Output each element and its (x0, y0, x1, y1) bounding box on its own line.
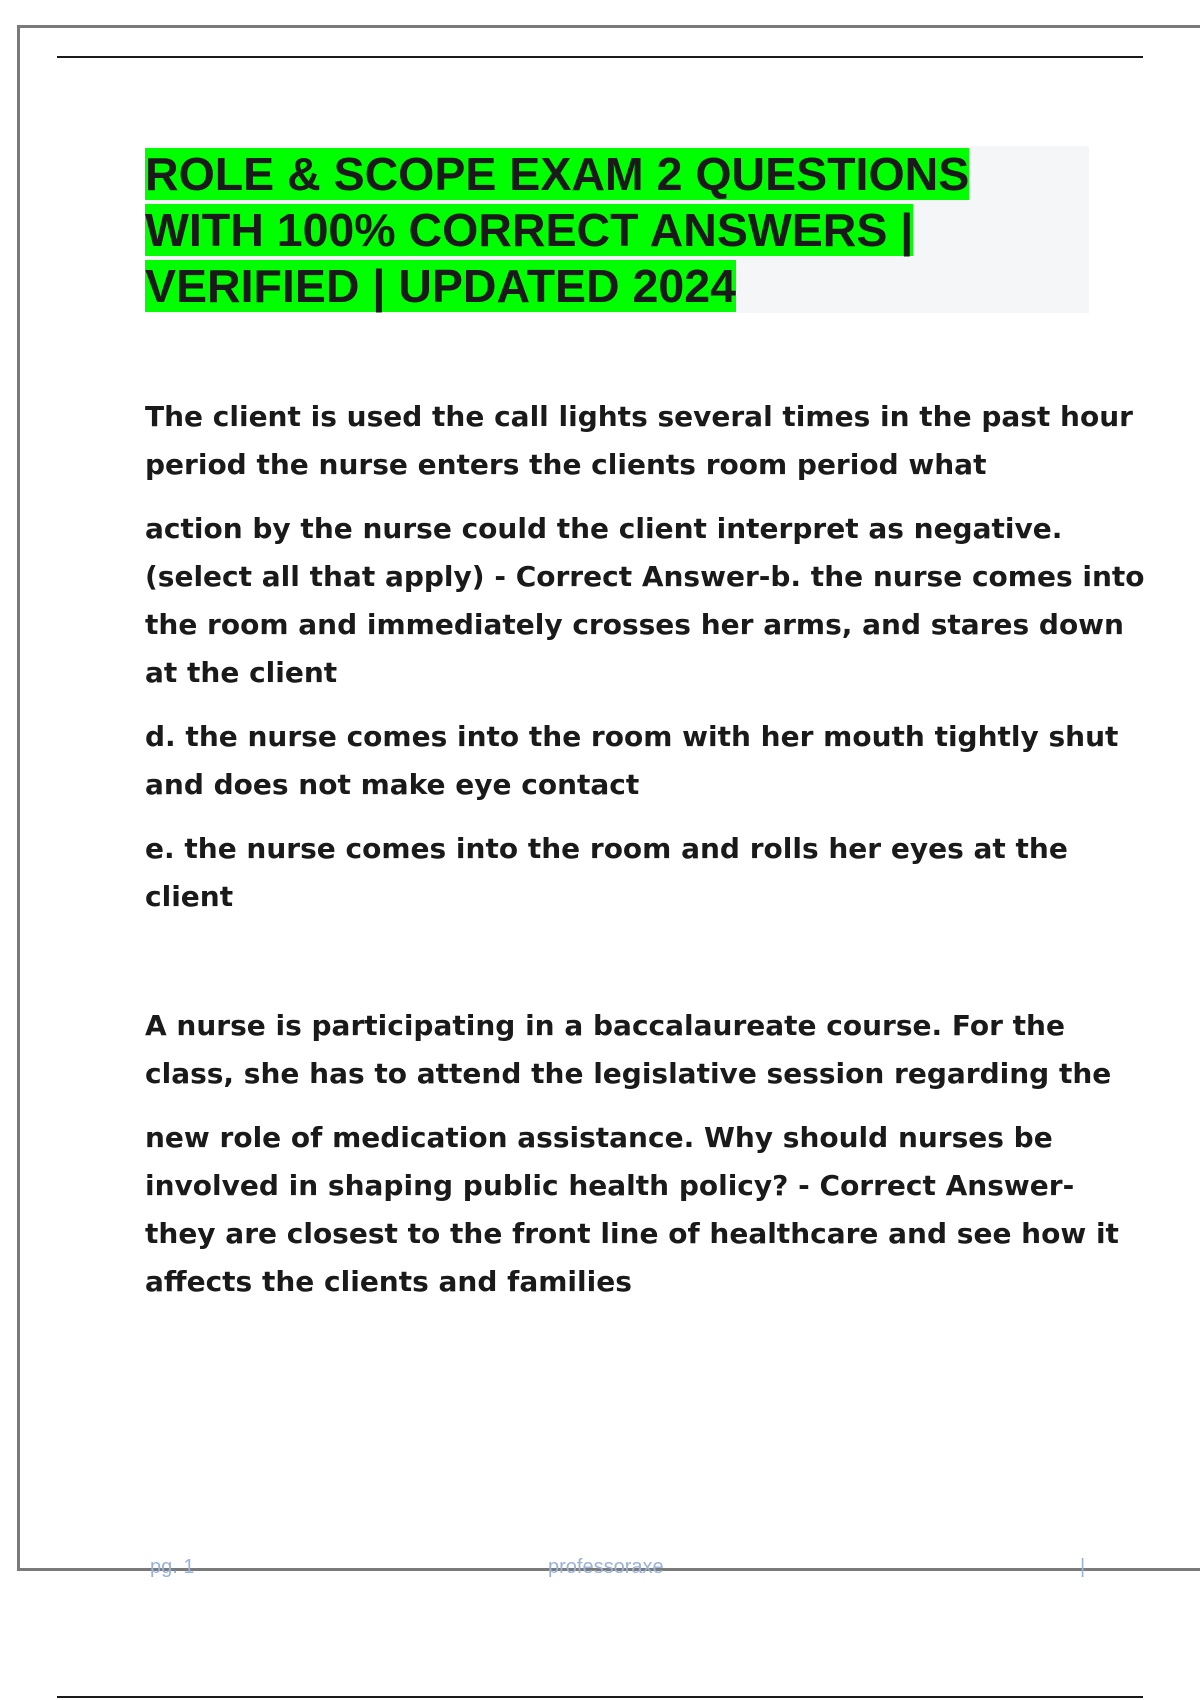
question-paragraph (145, 1002, 1112, 1098)
text-line: at the client (145, 656, 338, 689)
answer-paragraph (145, 505, 1145, 697)
title-block (145, 146, 1089, 313)
question-1 (145, 393, 1145, 921)
text-line: new role of medication assistance. Why should nurses be (145, 1121, 1053, 1154)
text-line: The client is used the call lights several times in the past hour (145, 400, 1133, 433)
answer-option-e (145, 825, 1105, 921)
answer-paragraph (145, 1114, 1119, 1306)
footer-separator: | (1080, 1556, 1086, 1578)
text-line: and does not make eye contact (145, 768, 640, 801)
text-line: (select all that apply) - Correct Answer-b. the nurse comes into (145, 560, 1145, 593)
text-line: e. the nurse comes into the room and rolls her eyes at the (145, 832, 1068, 865)
question-paragraph (145, 393, 1133, 489)
text-line: they are closest to the front line of healthcare and see how it (145, 1217, 1119, 1250)
bottom-rule (57, 1696, 1143, 1698)
text-line: A nurse is participating in a baccalaureate course. For the (145, 1009, 1065, 1042)
text-line: period the nurse enters the clients room period what (145, 448, 987, 481)
question-2 (145, 1002, 1119, 1306)
title-line: WITH 100% CORRECT ANSWERS | (145, 204, 914, 256)
footer-site-name: professoraxe (548, 1556, 664, 1578)
text-line: class, she has to attend the legislative session regarding the (145, 1057, 1112, 1090)
text-line: involved in shaping public health policy? - Correct Answer- (145, 1169, 1075, 1202)
text-line: action by the nurse could the client interpret as negative. (145, 512, 1063, 545)
title-line: VERIFIED | UPDATED 2024 (145, 260, 736, 312)
top-rule (57, 56, 1143, 58)
document-title (145, 146, 1025, 314)
text-line: affects the clients and families (145, 1265, 632, 1298)
title-line: ROLE & SCOPE EXAM 2 QUESTIONS (145, 148, 970, 200)
text-line: the room and immediately crosses her arms, and stares down (145, 608, 1124, 641)
answer-option-d (145, 713, 1119, 809)
footer-page-number: pg. 1 (150, 1556, 195, 1578)
text-line: d. the nurse comes into the room with her mouth tightly shut (145, 720, 1119, 753)
text-line: client (145, 880, 234, 913)
